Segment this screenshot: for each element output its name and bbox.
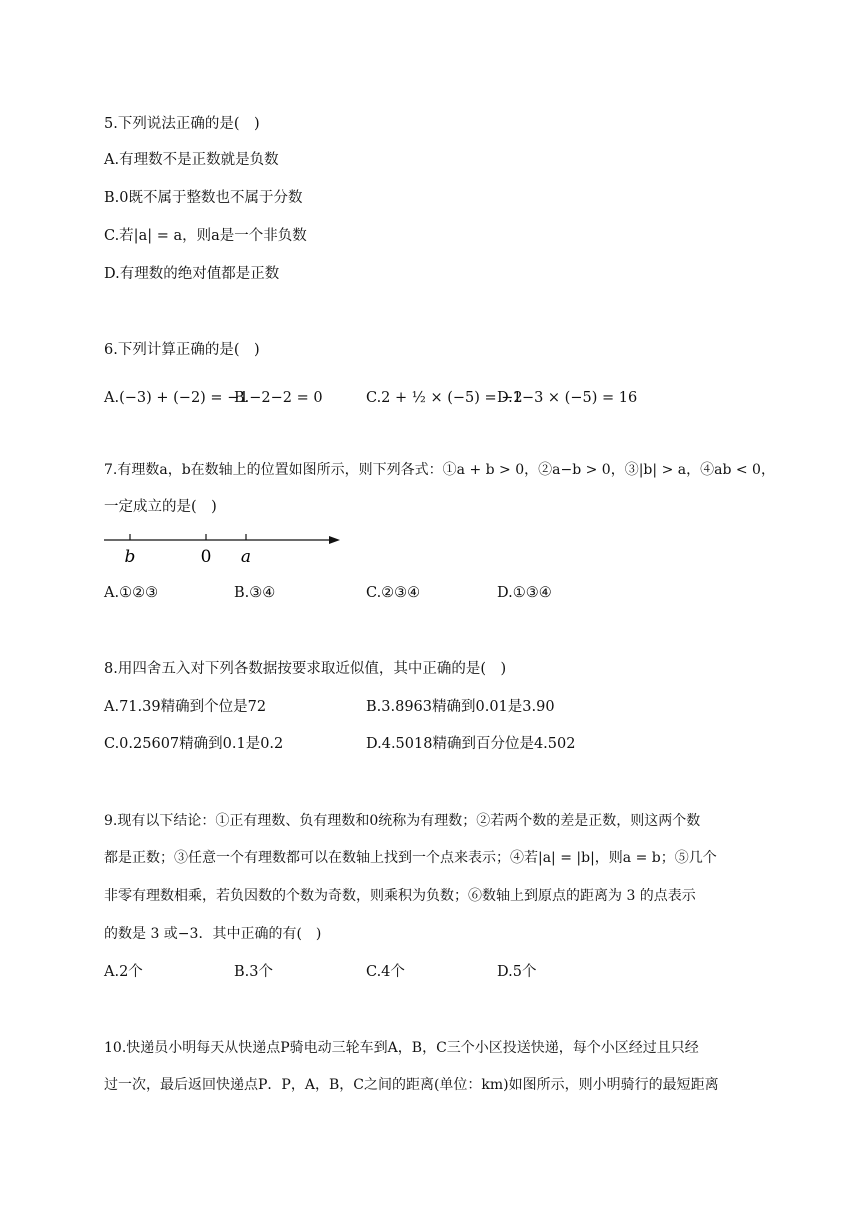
q6-option-a: A.(−3) + (−2) = −1 [104, 390, 249, 406]
q9-line-3: 非零有理数相乘，若负因数的个数为奇数，则乘积为负数；⑥数轴上到原点的距离为 3 的点表示 [104, 888, 696, 904]
number-line-figure [100, 528, 350, 568]
q7-option-b: B.③④ [234, 585, 276, 601]
q6-option-d: D.1−3 × (−5) = 16 [497, 390, 638, 406]
q9-option-b: B.3个 [234, 964, 273, 980]
q6-option-c: C.2 + ½ × (−5) = −2 [366, 390, 523, 406]
q7-option-d: D.①③④ [497, 585, 552, 601]
q8-option-d: D.4.5018精确到百分位是4.502 [366, 736, 576, 752]
q10-line-2: 过一次，最后返回快递点P．P，A，B，C之间的距离(单位：km)如图所示，则小明骑行的最短距离 [104, 1077, 719, 1093]
q9-line-1: 9.现有以下结论：①正有理数、负有理数和0统称为有理数；②若两个数的差是正数，则这两个数 [104, 813, 701, 829]
q7-stem-line1: 7.有理数a，b在数轴上的位置如图所示，则下列各式：①a + b > 0，②a−b > 0，③|b| > a，④ab < 0， [104, 462, 775, 478]
q7-stem-line2: 一定成立的是( ) [104, 499, 217, 515]
q8-option-a: A.71.39精确到个位是72 [104, 699, 267, 715]
label-b: b [124, 547, 136, 567]
number-line-arrow [329, 536, 340, 544]
q8-stem: 8.用四舍五入对下列各数据按要求取近似值，其中正确的是( ) [104, 661, 507, 677]
q5-option-b: B.0既不属于整数也不属于分数 [104, 190, 303, 206]
q7-option-a: A.①②③ [104, 585, 159, 601]
q10-line-1: 10.快递员小明每天从快递点P骑电动三轮车到A，B，C三个小区投送快递，每个小区经过且只经 [104, 1040, 699, 1056]
q9-line-2: 都是正数；③任意一个有理数都可以在数轴上找到一个点来表示；④若|a| = |b|，则a = b；⑤几个 [104, 850, 717, 866]
q9-option-c: C.4个 [366, 964, 405, 980]
q8-option-b: B.3.8963精确到0.01是3.90 [366, 699, 555, 715]
q9-line-4: 的数是 3 或−3．其中正确的有( ) [104, 926, 322, 942]
q7-option-c: C.②③④ [366, 585, 421, 601]
label-0: 0 [200, 547, 212, 567]
q5-option-c: C.若|a| = a，则a是一个非负数 [104, 228, 307, 244]
q8-option-c: C.0.25607精确到0.1是0.2 [104, 736, 284, 752]
q6-stem: 6.下列计算正确的是( ) [104, 342, 260, 358]
q9-option-a: A.2个 [104, 964, 143, 980]
q6-option-b: B.−2−2 = 0 [234, 390, 323, 406]
label-a: a [240, 547, 252, 567]
q9-option-d: D.5个 [497, 964, 537, 980]
q5-option-a: A.有理数不是正数就是负数 [104, 152, 279, 168]
q5-option-d: D.有理数的绝对值都是正数 [104, 266, 280, 282]
q5-stem: 5.下列说法正确的是( ) [104, 116, 260, 132]
